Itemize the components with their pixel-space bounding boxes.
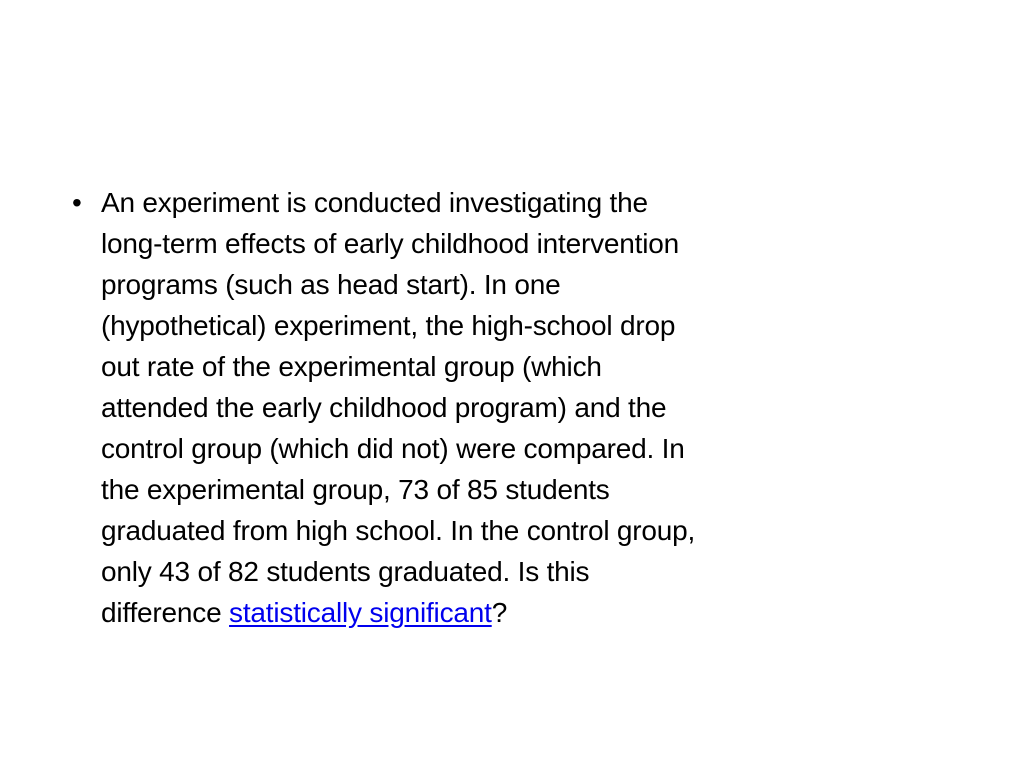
bullet-line: attended the early childhood program) and the [101, 392, 667, 423]
statistically-significant-link[interactable]: statistically significant [229, 597, 492, 628]
bullet-line: the experimental group, 73 of 85 students [101, 474, 610, 505]
bullet-line-last [101, 592, 970, 633]
bullet-item [70, 182, 970, 633]
bullet-marker: • [72, 187, 82, 218]
bullet-line: out rate of the experimental group (which [101, 351, 602, 382]
bullet-line: control group (which did not) were compared. In [101, 433, 685, 464]
bullet-line: An experiment is conducted investigating the [101, 187, 648, 218]
bullet-line: (hypothetical) experiment, the high-school drop [101, 310, 676, 341]
bullet-line: only 43 of 82 students graduated. Is this [101, 556, 590, 587]
bullet-list [70, 182, 970, 633]
last-line-prefix: difference [101, 597, 230, 628]
bullet-line: graduated from high school. In the control group, [101, 515, 696, 546]
last-line-suffix: ? [491, 597, 508, 628]
bullet-line: programs (such as head start). In one [101, 269, 561, 300]
bullet-line: long-term effects of early childhood intervention [101, 228, 680, 259]
